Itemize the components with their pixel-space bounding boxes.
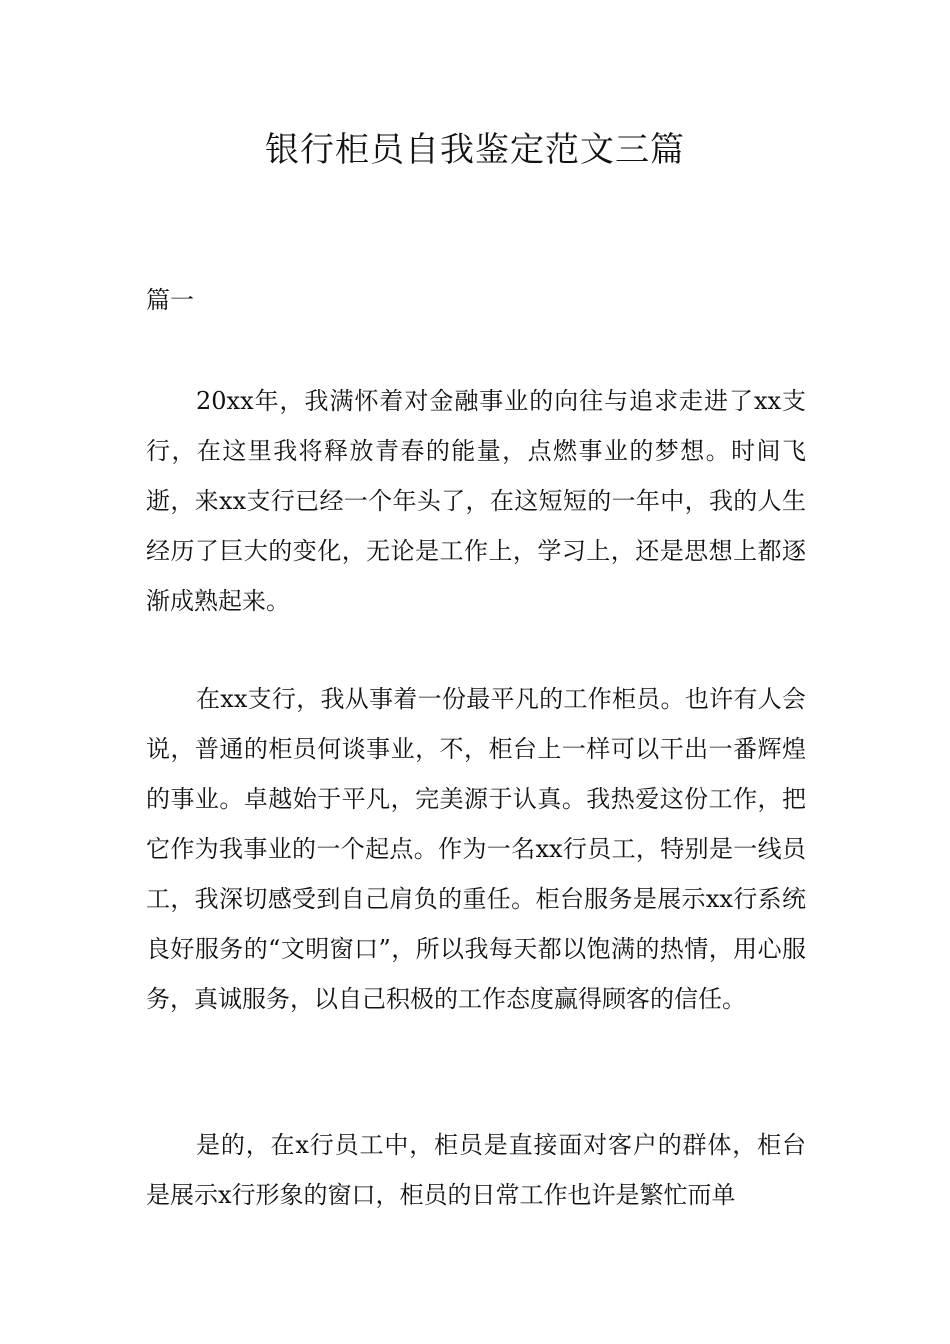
paragraph-3: 是的，在x行员工中，柜员是直接面对客户的群体，柜台是展示x行形象的窗口，柜员的日常工作也许是繁忙而单 [146, 1131, 806, 1209]
paragraph-2: 在xx支行，我从事着一份最平凡的工作柜员。也许有人会说，普通的柜员何谈事业，不，柜台上一样可以干出一番辉煌的事业。卓越始于平凡，完美源于认真。我热爱这份工作，把它作为我事业的一个起点。作为一名xx行员工，特别是一线员工，我深切感受到自己肩负的重任。柜台服务是展示xx行系统良好服务的“文明窗口”，所以我每天都以饱满的热情，用心服务，真诚服务，以自己积极的工作态度赢得顾客的信任。 [146, 685, 806, 1013]
document-title: 银行柜员自我鉴定范文三篇 [265, 130, 685, 170]
section-heading: 篇一 [146, 286, 194, 314]
paragraph-1: 20xx年，我满怀着对金融事业的向往与追求走进了xx支行，在这里我将释放青春的能量，点燃事业的梦想。时间飞逝，来xx支行已经一个年头了，在这短短的一年中，我的人生经历了巨大的变化，无论是工作上，学习上，还是思想上都逐渐成熟起来。 [146, 387, 806, 615]
